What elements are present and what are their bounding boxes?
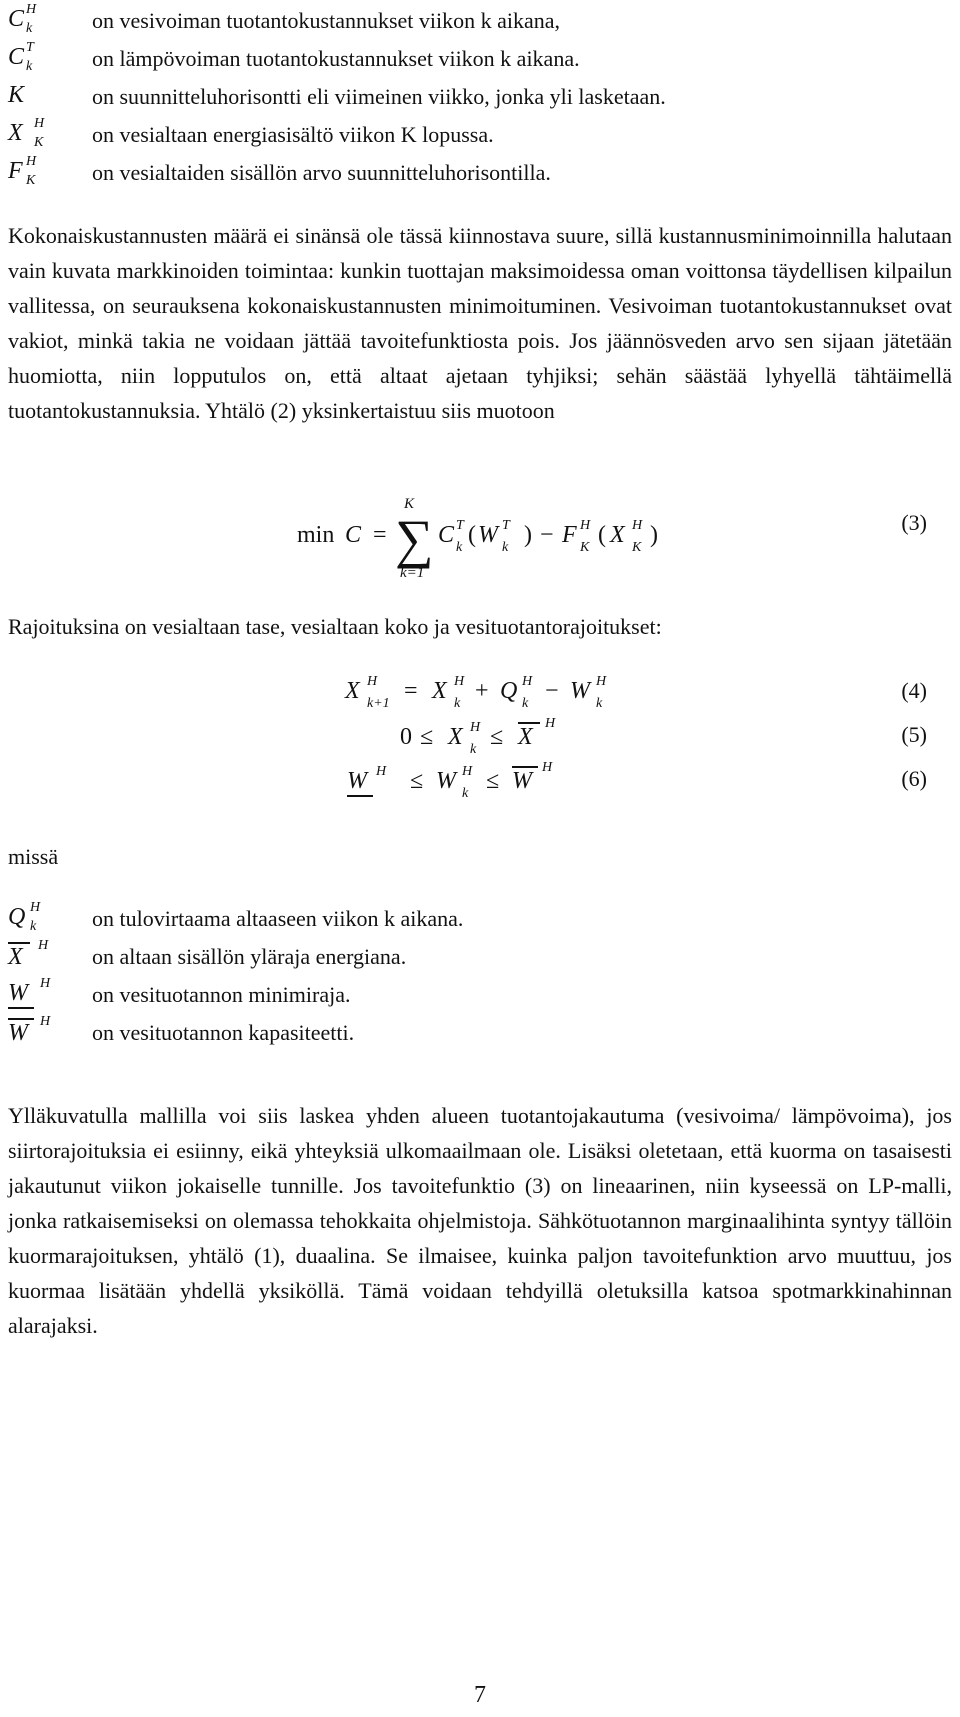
symbol: X H K xyxy=(8,116,45,150)
thermal-cost-symbol: C xyxy=(438,522,455,548)
symbol: W H xyxy=(8,1014,51,1046)
equation-4: X H k+1 = X H k + Q H k − W H k (4) xyxy=(345,674,927,711)
water-value-symbol: F xyxy=(562,522,577,548)
equation-5: 0 ≤ X H k ≤ X H (5) xyxy=(400,716,927,757)
where-label: missä xyxy=(8,844,59,869)
constraints-intro: Rajoituksina on vesialtaan tase, vesialtaan koko ja vesituotantorajoitukset: xyxy=(8,614,662,639)
equation-6: W H ≤ W H k ≤ W H (6) xyxy=(347,760,927,801)
summation-icon: ∑ xyxy=(395,509,434,569)
sum-upper-limit: K xyxy=(404,496,415,512)
symbol: C T k xyxy=(8,40,34,74)
minus-sign: − xyxy=(540,522,554,548)
definition-text: on vesituotannon minimiraja. xyxy=(92,982,351,1007)
symbol: W H xyxy=(8,976,86,1014)
definition-row xyxy=(0,938,960,976)
equation-number: (3) xyxy=(901,510,927,535)
total-cost-symbol: C xyxy=(345,522,362,548)
production-lower-limit: W xyxy=(347,768,373,797)
symbol: Q H k xyxy=(8,900,41,934)
definition-row xyxy=(0,154,960,192)
paragraph-model: Ylläkuvatulla mallilla voi siis laskea yhden alueen tuotantojakautuma (vesivoima/ lämpövoima), jos siirtorajoituksia ei esiinny, eikä yhteyksiä ulkomaailmaan ole. Lisäksi oletetaan, että kuorma on tasaisesti jakautunut viikon jokaiselle tunnille. Jos tavoitefunktio (3) on lineaarinen, niin kyseessä on LP-malli, jonka ratkaisemiseksi on olemassa tehokkaita ohjelmistoja. Sähkötuotannon marginaalihinta syntyy tällöin kuormarajoituksen, yhtälö (1), duaalina. Se ilmaisee, kuinka paljon tavoitefunktion arvo muuttuu, jos kuormaa lisätään yhdellä yksiköllä. Tämä voidaan tehdyillä oletuksilla katsoa spotmarkkinahinnan alarajaksi. xyxy=(8,1103,952,1338)
definition-text: on vesialtaiden sisällön arvo suunnitteluhorisontilla. xyxy=(92,160,551,185)
definition-row xyxy=(0,78,960,116)
definition-row xyxy=(0,40,960,78)
symbol: C H k xyxy=(8,2,37,36)
reservoir-energy-symbol: X xyxy=(610,522,625,548)
definition-text: on vesivoiman tuotantokustannukset viikon k aikana, xyxy=(92,8,561,33)
min-operator: min xyxy=(297,522,335,548)
equation-number: (6) xyxy=(901,766,927,791)
definition-text: on suunnitteluhorisontti eli viimeinen viikko, jonka yli lasketaan. xyxy=(92,84,666,109)
production-capacity: W xyxy=(512,766,538,795)
definition-text: on altaan sisällön yläraja energiana. xyxy=(92,944,407,969)
definition-row xyxy=(0,976,960,1014)
definition-row xyxy=(0,2,960,40)
definition-row xyxy=(0,900,960,938)
page-number: 7 xyxy=(474,1682,486,1708)
symbol: F H K xyxy=(8,154,37,188)
reservoir-upper-limit: X xyxy=(518,722,540,751)
definition-text: on lämpövoiman tuotantokustannukset viikon k aikana. xyxy=(92,46,580,71)
sum-lower-limit: k=1 xyxy=(400,565,425,581)
definition-row xyxy=(0,116,960,154)
thermal-production-symbol: W xyxy=(478,522,498,548)
symbol: K xyxy=(8,82,25,108)
definition-text: on tulovirtaama altaaseen viikon k aikana. xyxy=(92,906,464,931)
definition-text: on vesituotannon kapasiteetti. xyxy=(92,1020,355,1045)
paragraph-objective: Kokonaiskustannusten määrä ei sinänsä ole tässä kiinnostava suure, sillä kustannusminimoinnilla halutaan vain kuvata markkinoiden toimintaa: kunkin tuottajan maksimoidessa oman voittonsa täydellisen kilpailun vallitessa, on seurauksena kokonaiskustannusten minimoituminen. Vesivoiman tuotantokustannukset ovat vakiot, minkä takia ne voidaan jättää tavoitefunktiosta pois. Jos jäännösveden arvo sen sijaan jätetään huomiotta, niin lopputulos on, että altaat ajetaan tyhjiksi; sehän säästää lyhyellä tähtäimellä tuotantokustannuksia. Yhtälö (2) yksinkertaistuu siis muotoon xyxy=(8,223,952,423)
equals-sign: = xyxy=(373,522,387,548)
definition-text: on vesialtaan energiasisältö viikon K lopussa. xyxy=(92,122,494,147)
definition-row xyxy=(0,1014,960,1052)
equation-number: (4) xyxy=(901,678,927,703)
bottom-definitions-list xyxy=(0,900,960,1052)
equation-number: (5) xyxy=(901,722,927,747)
symbol: X H xyxy=(8,938,49,970)
equation-3: min C = ∑ K k=1 C T k ( W T k ) − F H K ( X H K ) (3) xyxy=(297,496,927,581)
top-definitions-list xyxy=(0,2,960,192)
